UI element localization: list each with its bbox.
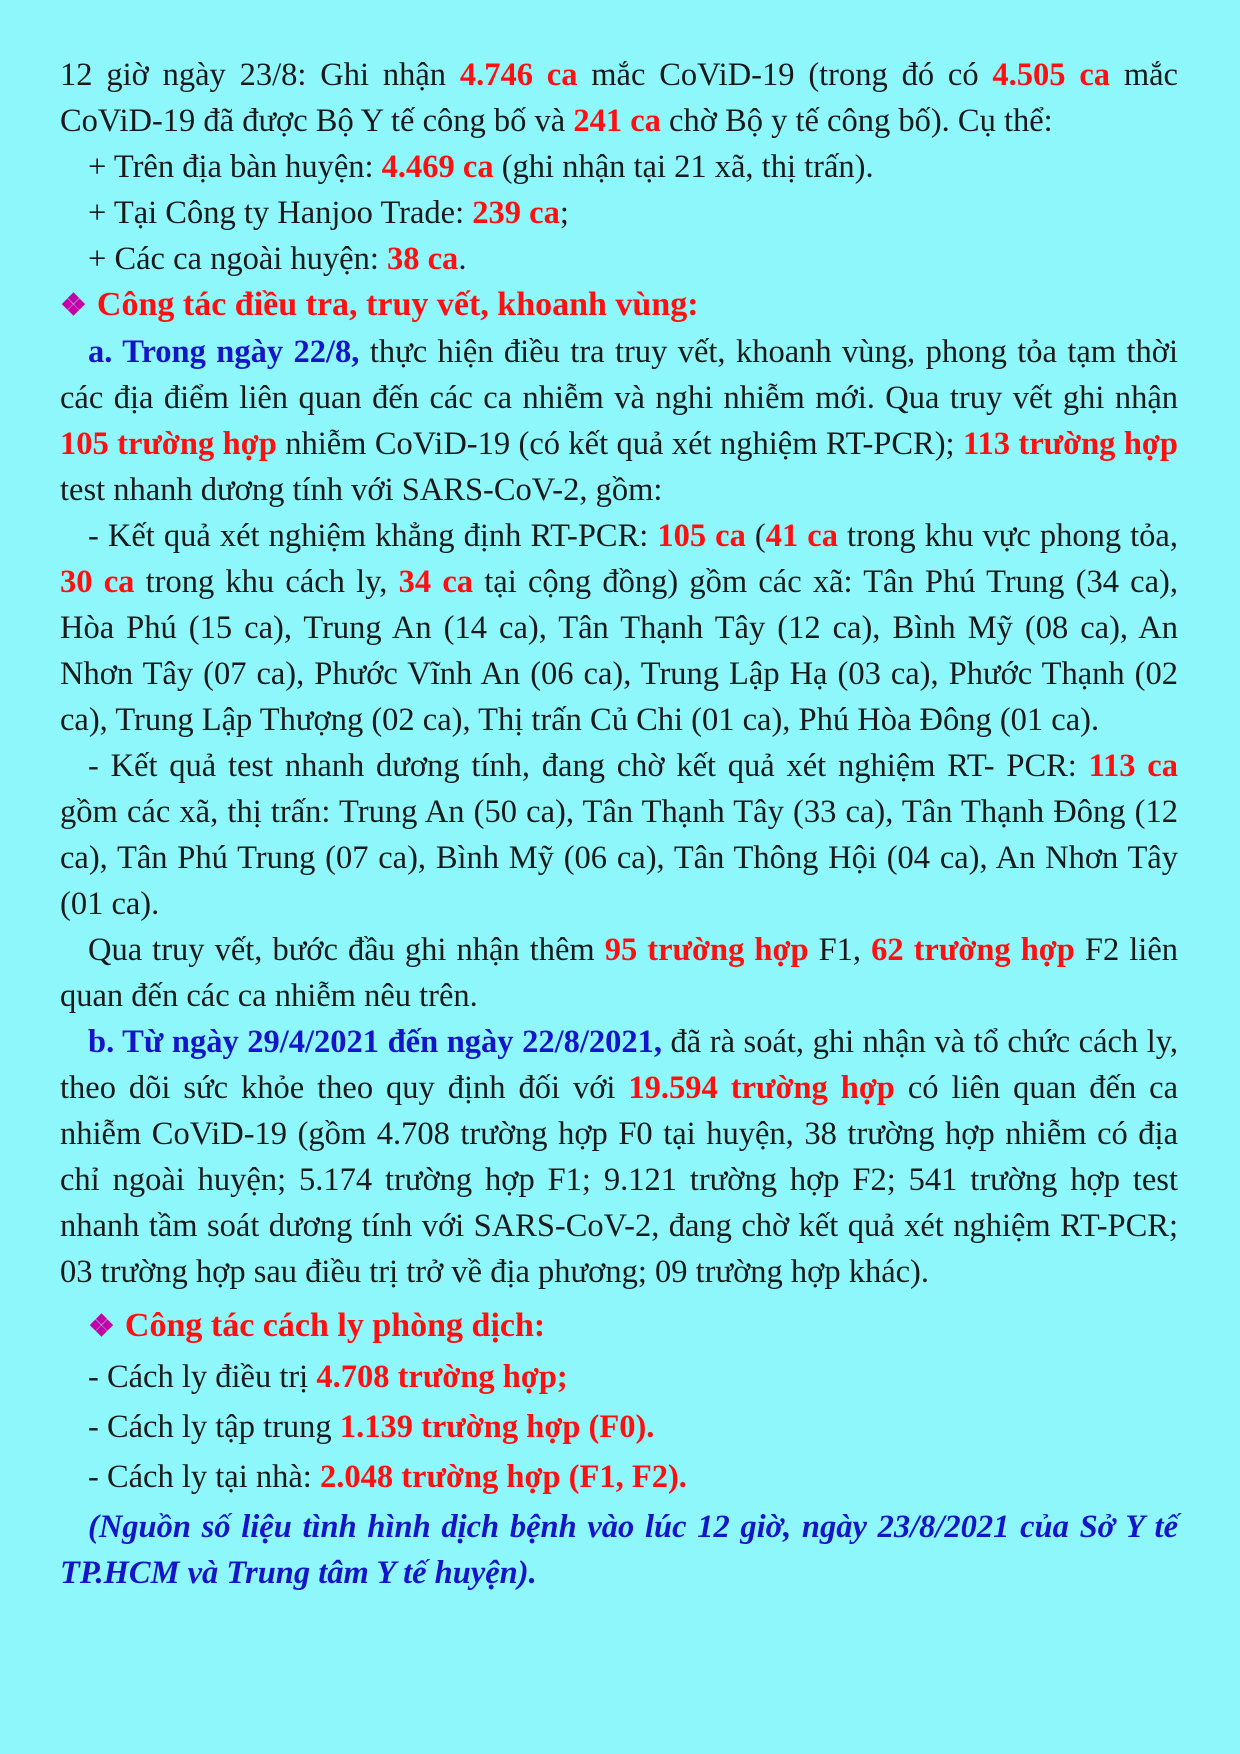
breakdown-value: 239 ca xyxy=(472,195,560,231)
paragraph-text: đã rà soát, ghi nhận và tổ chức cách ly, theo dõi sức khỏe theo quy định đối với xyxy=(60,1024,1179,1106)
breakdown-suffix: ; xyxy=(559,195,569,231)
breakdown-value: 38 ca xyxy=(387,241,459,277)
paragraph-text: trong khu vực phong tỏa, xyxy=(837,518,1178,554)
breakdown-label: + Tại Công ty Hanjoo Trade: xyxy=(88,195,473,231)
pcr-total: 105 ca xyxy=(657,518,746,554)
section-heading-investigation xyxy=(60,282,1178,329)
breakdown-item xyxy=(60,144,1178,190)
paragraph-text: F2 liên quan đến các ca nhiễm nêu trên. xyxy=(60,932,1178,1014)
lockdown-area-cases: 41 ca xyxy=(765,518,838,554)
summary-paragraph xyxy=(60,52,1178,144)
section-heading-quarantine xyxy=(60,1303,1178,1350)
quarantine-area-cases: 30 ca xyxy=(60,564,135,600)
breakdown-suffix: (ghi nhận tại 21 xã, thị trấn). xyxy=(493,149,874,185)
summary-text: 12 giờ ngày 23/8: Ghi nhận xyxy=(60,57,460,93)
summary-text: mắc CoViD-19 đã được Bộ Y tế công bố và xyxy=(60,57,1178,139)
paragraph-text: - Kết quả test nhanh dương tính, đang chờ kết quả xét nghiệm RT- PCR: xyxy=(88,748,1089,784)
paragraph-text: có liên quan đến ca nhiễm CoViD-19 (gồm 4.708 trường hợp F0 tại huyện, 38 trường hợp nhiễm có địa chỉ ngoài huyện; 5.174 trường hợp F1; 9.121 trường hợp F2; 541 trường hợp test nhanh tầm soát dương tính với SARS-CoV-2, đang chờ kết quả xét nghiệm RT-PCR; 03 trường hợp sau điều trị trở về địa phương; 09 trường hợp khác). xyxy=(60,1070,1179,1290)
quarantine-label: - Cách ly điều trị xyxy=(88,1359,317,1395)
breakdown-label: + Các ca ngoài huyện: xyxy=(88,241,387,277)
pcr-cases: 105 trường hợp xyxy=(60,426,277,462)
rapid-test-cases: 113 trường hợp xyxy=(963,426,1178,462)
paragraph-text: - Kết quả xét nghiệm khẳng định RT-PCR: xyxy=(88,518,658,554)
investigation-paragraph-b xyxy=(60,1019,1178,1295)
f1-count: 95 trường hợp xyxy=(604,932,809,968)
contacts-paragraph xyxy=(60,927,1178,1019)
section-title: Công tác cách ly phòng dịch: xyxy=(124,1307,546,1344)
investigation-paragraph-a xyxy=(60,329,1178,513)
rapid-test-paragraph xyxy=(60,743,1178,927)
pcr-results-paragraph xyxy=(60,513,1178,743)
quarantine-label: - Cách ly tại nhà: xyxy=(88,1459,320,1495)
total-cases: 4.746 ca xyxy=(459,57,578,93)
quarantine-item xyxy=(60,1454,1178,1500)
paragraph-label: a. Trong ngày 22/8, xyxy=(88,334,360,370)
f2-count: 62 trường hợp xyxy=(871,932,1075,968)
diamond-bullet-icon: ❖ xyxy=(88,1310,115,1343)
section-title: Công tác điều tra, truy vết, khoanh vùng: xyxy=(96,286,699,323)
diamond-bullet-icon: ❖ xyxy=(60,289,87,322)
breakdown-item xyxy=(60,190,1178,236)
paragraph-text: nhiễm CoViD-19 (có kết quả xét nghiệm RT-PCR); xyxy=(276,426,963,462)
quarantine-label: - Cách ly tập trung xyxy=(88,1409,340,1445)
breakdown-value: 4.469 ca xyxy=(381,149,494,185)
announced-cases: 4.505 ca xyxy=(992,57,1111,93)
quarantine-item xyxy=(60,1354,1178,1400)
source-note: (Nguồn số liệu tình hình dịch bệnh vào lúc 12 giờ, ngày 23/8/2021 của Sở Y tế TP.HCM và Trung tâm Y tế huyện). xyxy=(60,1509,1178,1591)
paragraph-text: thực hiện điều tra truy vết, khoanh vùng, phong tỏa tạm thời các địa điểm liên quan đến các ca nhiễm và nghi nhiễm mới. Qua truy vết ghi nhận xyxy=(60,334,1178,416)
paragraph-text: ( xyxy=(745,518,766,554)
summary-text: chờ Bộ y tế công bố). Cụ thể: xyxy=(660,103,1053,139)
breakdown-label: + Trên địa bàn huyện: xyxy=(88,149,382,185)
cumulative-cases: 19.594 trường hợp xyxy=(628,1070,895,1106)
breakdown-suffix: . xyxy=(458,241,467,277)
paragraph-text: gồm các xã, thị trấn: Trung An (50 ca), Tân Thạnh Tây (33 ca), Tân Thạnh Đông (12 ca), Tân Phú Trung (07 ca), Bình Mỹ (06 ca), Tân Thông Hội (04 ca), An Nhơn Tây (01 ca). xyxy=(60,794,1178,922)
paragraph-text: trong khu cách ly, xyxy=(134,564,399,600)
paragraph-text: tại cộng đồng) gồm các xã: Tân Phú Trung (34 ca), Hòa Phú (15 ca), Trung An (14 ca), Tân Thạnh Tây (12 ca), Bình Mỹ (08 ca), An Nhơn Tây (07 ca), Phước Vĩnh An (06 ca), Trung Lập Hạ (03 ca), Phước Thạnh (02 ca), Trung Lập Thượng (02 ca), Thị trấn Củ Chi (01 ca), Phú Hòa Đông (01 ca). xyxy=(60,564,1178,738)
community-cases: 34 ca xyxy=(398,564,474,600)
breakdown-item xyxy=(60,236,1178,282)
pending-cases: 241 ca xyxy=(573,103,661,139)
paragraph-text: test nhanh dương tính với SARS-CoV-2, gồm: xyxy=(60,472,663,508)
quarantine-value: 1.139 trường hợp (F0). xyxy=(339,1409,655,1445)
paragraph-label: b. Từ ngày 29/4/2021 đến ngày 22/8/2021, xyxy=(88,1024,663,1060)
quarantine-value: 2.048 trường hợp (F1, F2). xyxy=(319,1459,687,1495)
summary-text: mắc CoViD-19 (trong đó có xyxy=(577,57,993,93)
bulletin-content xyxy=(60,52,1178,1596)
quarantine-value: 4.708 trường hợp; xyxy=(316,1359,568,1395)
quarantine-item xyxy=(60,1404,1178,1450)
paragraph-text: F1, xyxy=(808,932,872,968)
paragraph-text: Qua truy vết, bước đầu ghi nhận thêm xyxy=(88,932,605,968)
rapid-test-total: 113 ca xyxy=(1088,748,1178,784)
